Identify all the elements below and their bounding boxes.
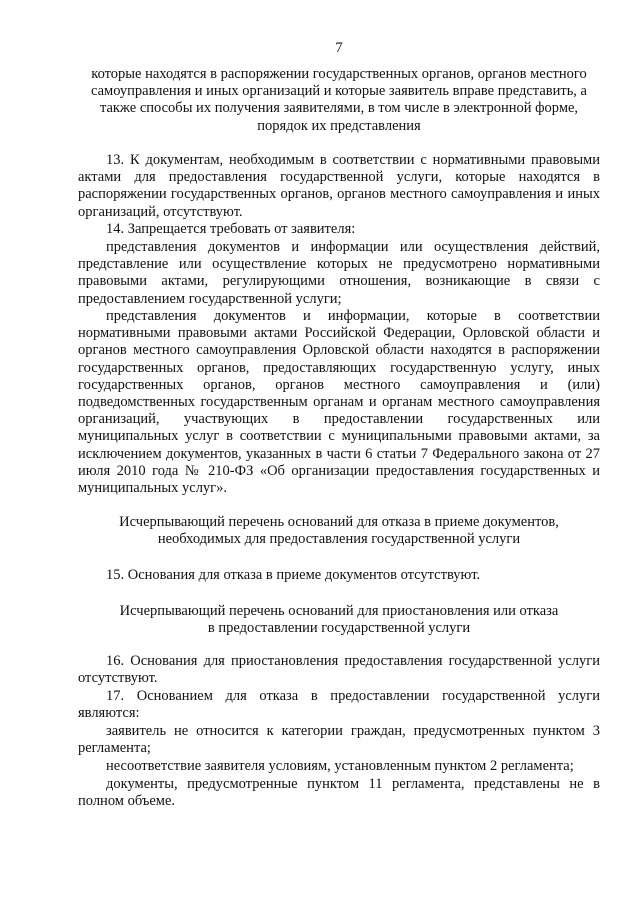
section-heading-refusal-acceptance bbox=[78, 514, 600, 548]
paragraph-13: 13. К документам, необходимым в соответствии с нормативными правовыми актами для предоставления государственной услуги, которые находятся в распоряжении государственных органов, органов местного самоуправления и иных организаций, отсутствуют. bbox=[78, 152, 600, 220]
heading-line: Исчерпывающий перечень оснований для приостановления или отказа bbox=[119, 603, 559, 619]
heading-line: необходимых для предоставления государственной услуги bbox=[157, 531, 521, 548]
page-number: 7 bbox=[335, 40, 343, 56]
paragraph-17-item-3: документы, предусмотренные пунктом 11 регламента, представлены не в полном объеме. bbox=[78, 776, 600, 810]
paragraph-14: 14. Запрещается требовать от заявителя: bbox=[106, 221, 356, 237]
paragraph-14-item-2: представления документов и информации, которые в соответствии нормативными правовыми актами Российской Федерации, Орловской области и органов местного самоуправления Орловской области находятся в распоряжении государственных органов, предоставляющих государственную услугу, иных государственных органов, органов местного самоуправления и (или) подведомственных государственным органам и органам местного самоуправления организаций, участвующих в предоставлении государственных или муниципальных услуг в соответствии с муниципальными правовыми актами, за исключением документов, указанных в части 6 статьи 7 Федерального закона от 27 июля 2010 года № 210-ФЗ «Об организации предоставления государственных и муниципальных услуг». bbox=[78, 308, 600, 497]
heading-line: Исчерпывающий перечень оснований для отказа в приеме документов, bbox=[119, 514, 559, 530]
paragraph-17-item-1: заявитель не относится к категории граждан, предусмотренных пунктом 3 регламента; bbox=[78, 723, 600, 757]
paragraph-16: 16. Основания для приостановления предоставления государственной услуги отсутствуют. bbox=[78, 653, 600, 687]
paragraph-15: 15. Основания для отказа в приеме документов отсутствуют. bbox=[106, 567, 481, 583]
paragraph-14-item-1: представления документов и информации или осуществления действий, представление или осуществление которых не предусмотрено нормативными правовыми актами, регулирующими отношения, возникающие в связи с предоставлением государственной услуги; bbox=[78, 239, 600, 307]
section-heading-suspension bbox=[78, 603, 600, 637]
section-heading-documents: которые находятся в распоряжении государственных органов, органов местного самоуправления и иных организаций и которые заявитель вправе представить, а также способы их получения заявителями, в том числе в электронной форме, порядок их представления bbox=[90, 66, 587, 134]
paragraph-17: 17. Основанием для отказа в предоставлении государственной услуги являются: bbox=[78, 688, 600, 722]
paragraph-17-item-2: несоответствие заявителя условиям, установленным пунктом 2 регламента; bbox=[106, 758, 574, 774]
heading-line: в предоставлении государственной услуги bbox=[207, 620, 471, 637]
